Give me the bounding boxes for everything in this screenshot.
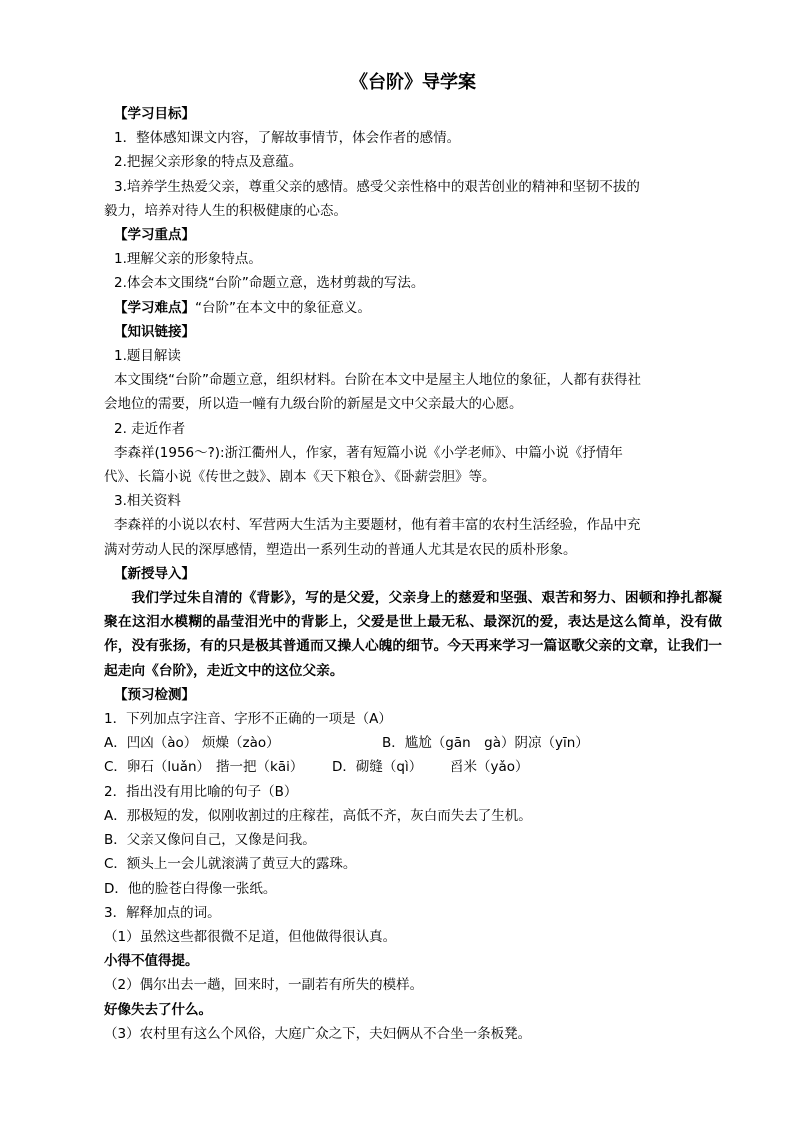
question-3-item-1-answer: 小得不值得提。 (104, 953, 199, 970)
option-c-part-1: C．卵石（luǎn） (104, 759, 211, 776)
goal-1: 1．整体感知课文内容，了解故事情节，体会作者的感情。 (114, 130, 461, 147)
question-3-item-3: （3）农村里有这么个风俗，大庭广众之下，夫妇俩从不合坐一条板凳。 (104, 1025, 532, 1042)
question-2-option-c: C．额头上一会儿就滚满了黄豆大的露珠。 (104, 856, 357, 873)
question-2-option-d: D．他的脸苍白得像一张纸。 (104, 880, 277, 897)
option-b: B．尴尬（gān gà）阴凉（yīn） (382, 735, 589, 752)
section-heading-intro: 【新授导入】 (114, 565, 195, 582)
goal-3-line-2: 毅力，培养对待人生的积极健康的心态。 (104, 202, 347, 219)
document-page (104, 70, 722, 1046)
option-a-part-2: 烦燥（zào） (202, 735, 280, 752)
section-heading-preview-test: 【预习检测】 (114, 686, 195, 703)
question-1: 1．下列加点字注音、字形不正确的一项是（A） (104, 711, 392, 728)
link-2-title: 2. 走近作者 (114, 420, 186, 437)
question-2-option-a: A．那极短的发，似刚收割过的庄稼茬，高低不齐，灰白而失去了生机。 (104, 807, 532, 824)
question-1-options-ab (104, 731, 722, 755)
option-c-part-2: 揩一把（kāi） (216, 759, 304, 776)
question-3-item-1: （1）虽然这些都很微不足道，但他做得很认真。 (104, 928, 397, 945)
section-heading-difficulty: 【学习难点】 (114, 299, 195, 316)
question-3-item-2-answer: 好像失去了什么。 (104, 1001, 212, 1018)
link-1-line-2: 会地位的需要，所以造一幢有九级台阶的新屋是文中父亲最大的心愿。 (104, 396, 523, 413)
link-2-line-1: 李森祥(1956～?):浙江衢州人，作家，著有短篇小说《小学老师》、中篇小说《抒情年 (114, 444, 623, 461)
difficulty-text: “台阶”在本文中的象征意义。 (195, 299, 371, 316)
question-3: 3．解释加点的词。 (104, 904, 221, 921)
difficulty-line (104, 296, 722, 320)
option-d-part-2: 舀米（yǎo） (450, 759, 529, 776)
goal-3-line-1: 3.培养学生热爱父亲，尊重父亲的感情。感受父亲性格中的艰苦创业的精神和坚韧不拔的 (114, 178, 640, 195)
section-heading-goals: 【学习目标】 (114, 106, 195, 122)
link-3-line-2: 满对劳动人民的深厚感情，塑造出一系列生动的普通人尤其是农民的质朴形象。 (104, 541, 577, 558)
key-point-2: 2.体会本文围绕“台阶”命题立意，选材剪裁的写法。 (114, 275, 425, 292)
link-3-title: 3.相关资料 (114, 493, 181, 510)
section-heading-knowledge-link: 【知识链接】 (114, 323, 195, 340)
question-3-item-2: （2）偶尔出去一趟，回来时，一副若有所失的模样。 (104, 977, 424, 994)
section-heading-key-points: 【学习重点】 (114, 227, 195, 244)
option-d-part-1: D．砌缝（qì） (332, 759, 423, 776)
goal-2: 2.把握父亲形象的特点及意蕴。 (114, 154, 303, 171)
page-title: 《台阶》导学案 (350, 72, 476, 93)
link-3-line-1: 李森祥的小说以农村、军营两大生活为主要题材，他有着丰富的农村生活经验，作品中充 (114, 517, 641, 534)
option-a-part-1: A．凹凶（ào） (104, 735, 198, 752)
question-2-option-b: B．父亲又像问自己，又像是问我。 (104, 832, 316, 849)
intro-paragraph: 我们学过朱自清的《背影》，写的是父爱，父亲身上的慈爱和坚强、艰苦和努力、困顿和挣扎都凝聚在这泪水模糊的晶莹泪光中的背影上，父爱是世上最无私、最深沉的爱，表达是这么简单，没有做作，没有张扬，有的只是极其普通而又操人心魄的细节。今天再来学习一篇讴歌父亲的文章，让我们一起走向《台阶》，走近文中的这位父亲。 (104, 590, 722, 679)
question-1-options-cd (104, 755, 722, 779)
key-point-1: 1.理解父亲的形象特点。 (114, 251, 262, 268)
link-2-line-2: 代》、长篇小说《传世之鼓》、剧本《天下粮仓》、《卧薪尝胆》等。 (104, 469, 496, 486)
link-1-line-1: 本文围绕“台阶”命题立意，组织材料。台阶在本文中是屋主人地位的象征，人都有获得社 (114, 372, 641, 389)
link-1-title: 1.题目解读 (114, 348, 181, 365)
question-2: 2．指出没有用比喻的句子（B） (104, 783, 298, 800)
